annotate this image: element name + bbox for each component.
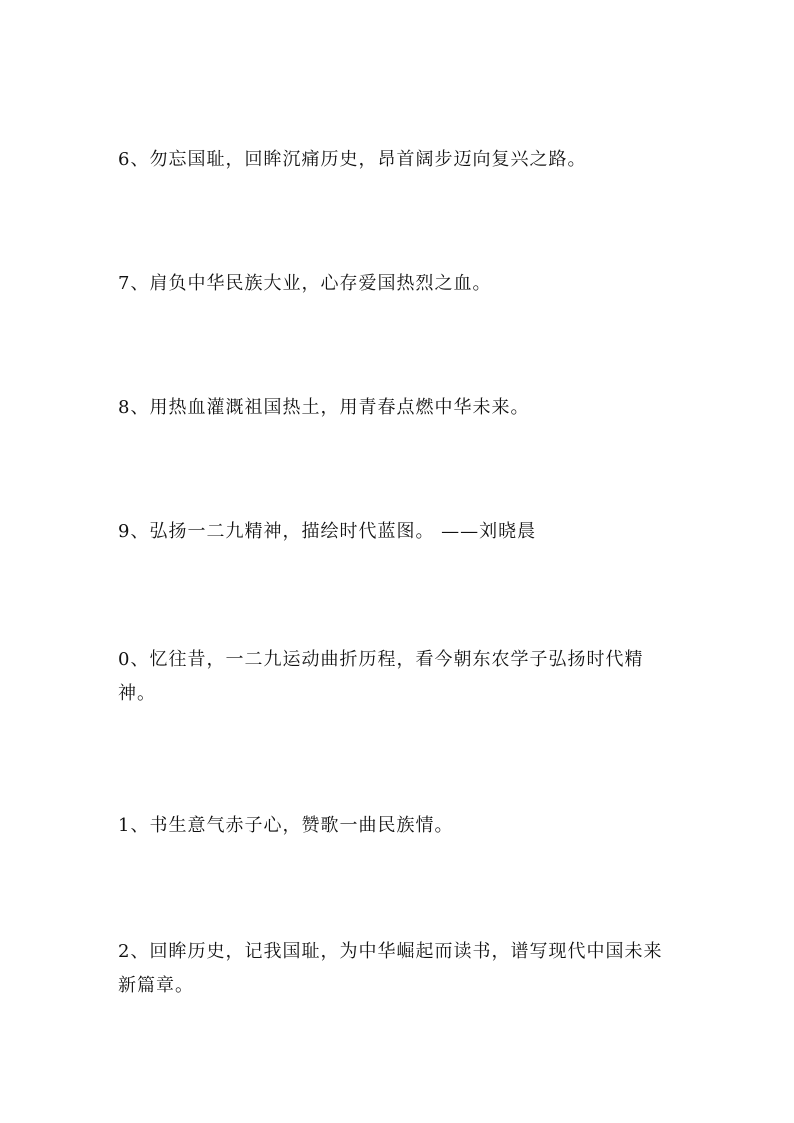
list-item: 2、回眸历史，记我国耻，为中华崛起而读书，谱写现代中国未来新篇章。 — [118, 941, 663, 996]
list-item: 6、勿忘国耻，回眸沉痛历史，昂首阔步迈向复兴之路。 — [118, 149, 587, 170]
list-item: 9、弘扬一二九精神，描绘时代蓝图。 ——刘晓晨 — [118, 521, 537, 542]
list-item: 0、忆往昔，一二九运动曲折历程，看今朝东农学子弘扬时代精神。 — [118, 649, 644, 704]
list-item: 7、肩负中华民族大业，心存爱国热烈之血。 — [118, 273, 492, 294]
list-item: 1、书生意气赤子心，赞歌一曲民族情。 — [118, 815, 454, 836]
list-item: 8、用热血灌溉祖国热土，用青春点燃中华未来。 — [118, 397, 530, 418]
